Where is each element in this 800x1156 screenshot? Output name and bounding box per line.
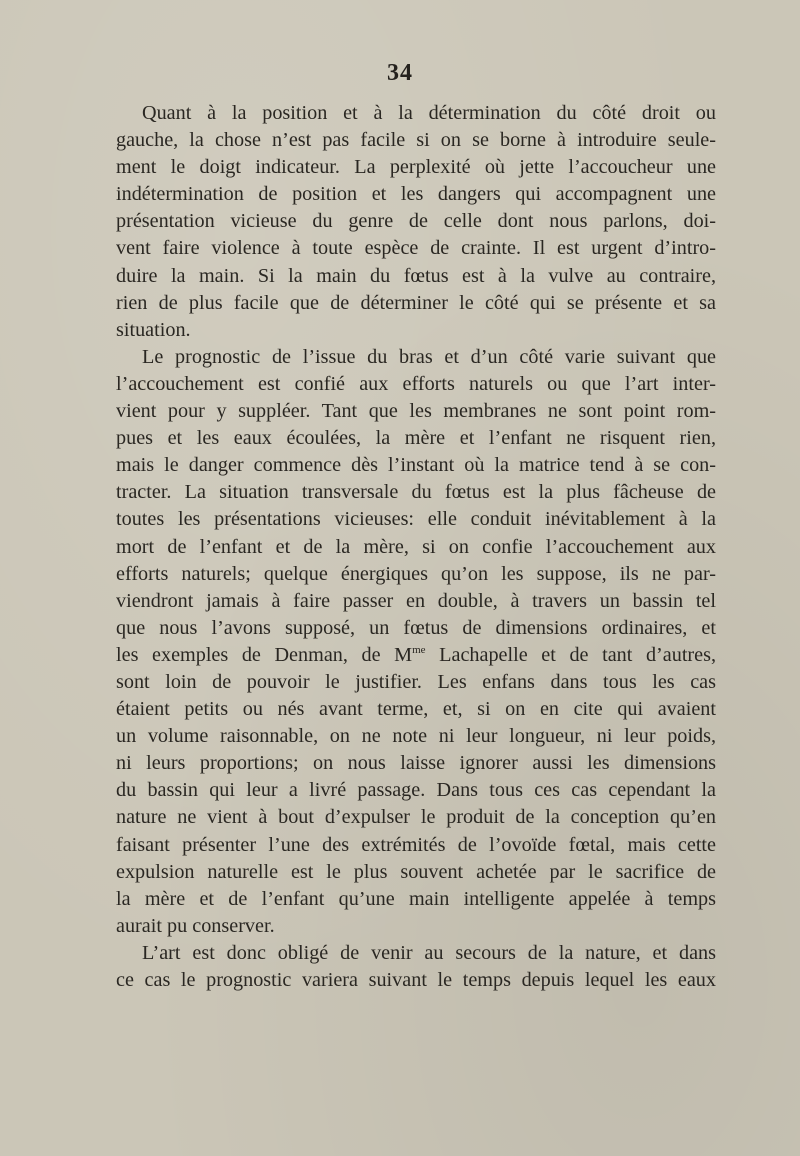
- text-line: l’accouchement est confié aux efforts naturels ou que l’art inter-: [116, 372, 716, 395]
- text-line: expulsion naturelle est le plus souvent achetée par le sacrifice de: [116, 860, 716, 883]
- text-line: mais le danger commence dès l’instant où la matrice tend à se con-: [116, 454, 716, 477]
- text-line: vient pour y suppléer. Tant que les membranes ne sont point rom-: [116, 400, 716, 423]
- text-line: pues et les eaux écoulées, la mère et l’enfant ne risquent rien,: [116, 427, 716, 450]
- superscript: me: [412, 643, 426, 656]
- text-line: mort de l’enfant et de la mère, si on confie l’accouchement aux: [116, 535, 716, 558]
- text-line: efforts naturels; quelque énergiques qu’on les suppose, ils ne par-: [116, 562, 716, 585]
- text-line: étaient petits ou nés avant terme, et, si on en cite qui avaient: [116, 698, 716, 721]
- text-line: vent faire violence à toute espèce de crainte. Il est urgent d’intro-: [116, 237, 716, 260]
- text-line: un volume raisonnable, on ne note ni leur longueur, ni leur poids,: [116, 725, 716, 748]
- paragraph-1: [116, 100, 716, 344]
- text-line: présentation vicieuse du genre de celle dont nous parlons, doi-: [116, 210, 716, 233]
- text-line: indétermination de position et les dangers qui accompagnent une: [116, 183, 716, 206]
- text-line: duire la main. Si la main du fœtus est à la vulve au contraire,: [116, 264, 716, 287]
- text-line: que nous l’avons supposé, un fœtus de dimensions ordinaires, et: [116, 616, 716, 639]
- paragraph-2: [116, 344, 716, 940]
- text-line: ment le doigt indicateur. La perplexité où jette l’accoucheur une: [116, 156, 716, 179]
- text-line: Quant à la position et à la détermination du côté droit ou: [142, 102, 716, 124]
- text-line: viendront jamais à faire passer en double, à travers un bassin tel: [116, 589, 716, 612]
- body-text: [116, 100, 716, 994]
- text-fragment: Lachapelle et de tant d’autres,: [439, 643, 717, 666]
- text-line-with-superscript: [116, 642, 716, 669]
- text-line: gauche, la chose n’est pas facile si on se borne à introduire seule-: [116, 129, 716, 152]
- text-line: faisant présenter l’une des extrémités de l’ovoïde fœtal, mais cette: [116, 833, 716, 856]
- text-line: toutes les présentations vicieuses: elle conduit inévitablement à la: [116, 508, 716, 531]
- text-line: aurait pu conserver.: [116, 914, 275, 937]
- text-line: ce cas le prognostic variera suivant le temps depuis lequel les eaux: [116, 969, 716, 991]
- text-fragment: les exemples de Denman, de M: [116, 643, 413, 666]
- text-line: situation.: [116, 318, 191, 341]
- text-line: Le prognostic de l’issue du bras et d’un côté varie suivant que: [142, 345, 716, 368]
- text-line: nature ne vient à bout d’expulser le produit de la conception qu’en: [116, 806, 716, 829]
- paragraph-3: [116, 940, 716, 994]
- text-line: ni leurs proportions; on nous laisse ignorer aussi les dimensions: [116, 752, 716, 775]
- text-line: sont loin de pouvoir le justifier. Les enfans dans tous les cas: [116, 670, 716, 693]
- text-line: la mère et de l’enfant qu’une main intelligente appelée à temps: [116, 887, 716, 910]
- text-line: du bassin qui leur a livré passage. Dans tous ces cas cependant la: [116, 779, 716, 802]
- page-number: 34: [387, 60, 413, 86]
- text-line: tracter. La situation transversale du fœtus est la plus fâcheuse de: [116, 481, 716, 504]
- text-line: rien de plus facile que de déterminer le côté qui se présente et sa: [116, 291, 716, 314]
- text-line: L’art est donc obligé de venir au secours de la nature, et dans: [142, 941, 716, 964]
